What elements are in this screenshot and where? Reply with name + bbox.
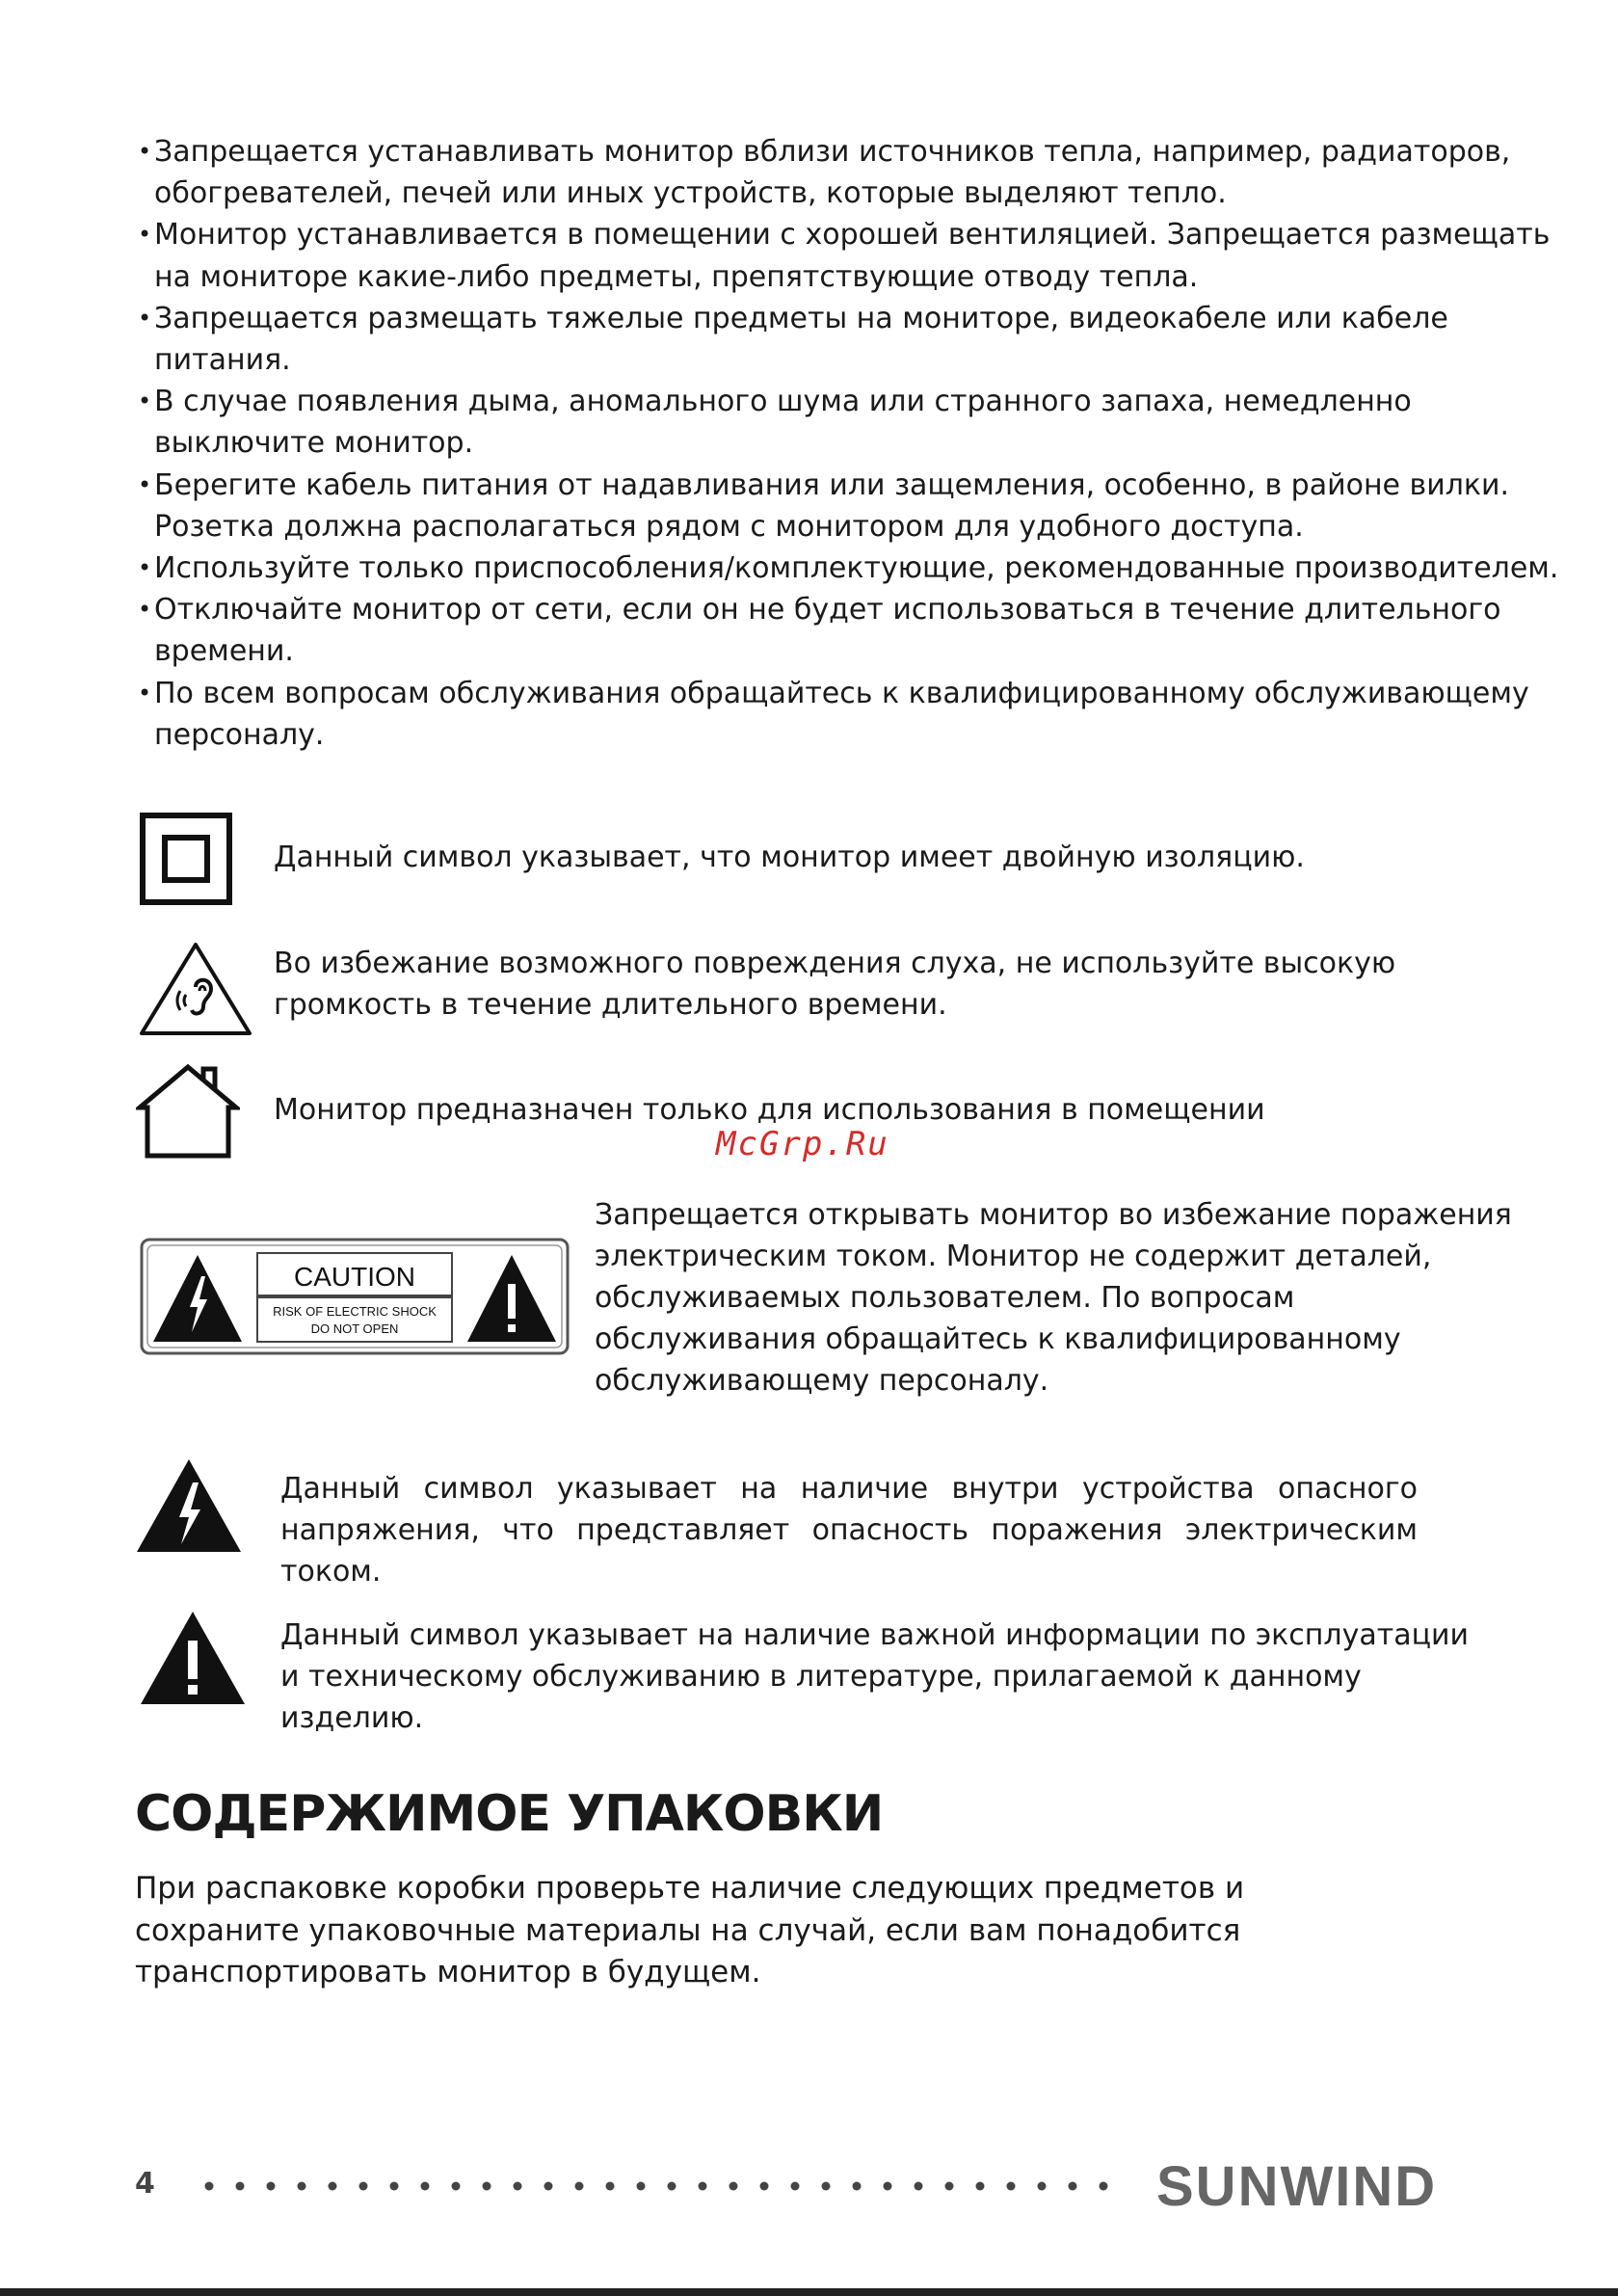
- warning-item: • Берегите кабель питания от надавливания или защемления, особенно, в районе вилки. Розетка должна располагаться рядом с монитором для удобного доступа.: [138, 465, 1564, 547]
- watermark: McGrp.Ru: [716, 1125, 889, 1163]
- caution-label-line-1: RISK OF ELECTRIC SHOCK: [273, 1304, 437, 1319]
- caution-label-image: [140, 1238, 570, 1355]
- warning-item: • Монитор устанавливается в помещении с хорошей вентиляцией. Запрещается размещать на мониторе какие-либо предметы, препятствующие отводу тепла.: [138, 214, 1564, 297]
- warning-item: • По всем вопросам обслуживания обращайтесь к квалифицированному обслуживающему персоналу.: [138, 673, 1564, 756]
- bottom-edge-line: [0, 2288, 1618, 2296]
- indoor-use-text: Монитор предназначен только для использования в помещении: [274, 1093, 1265, 1127]
- safety-warnings-list: [138, 131, 1564, 756]
- hearing-warning-text: Во избежание возможного повреждения слуха, не используйте высокую громкость в течение длительного времени.: [274, 947, 1396, 1022]
- voltage-warning-text: Данный символ указывает на наличие внутри устройства опасного напряжения, что представляет опасность поражения электрическим током.: [280, 1472, 1418, 1589]
- section-heading: СОДЕРЖИМОЕ УПАКОВКИ: [135, 1785, 884, 1843]
- warning-item: • Используйте только приспособления/комплектующие, рекомендованные производителем.: [138, 547, 1564, 589]
- warning-item: • Отключайте монитор от сети, если он не будет использоваться в течение длительного времени.: [138, 589, 1564, 672]
- page-number: 4: [135, 2167, 155, 2201]
- warning-item: • Запрещается устанавливать монитор вблизи источников тепла, например, радиаторов, обогревателей, печей или иных устройств, которые выделяют тепло.: [138, 131, 1564, 214]
- hearing-warning-icon: [138, 941, 253, 1037]
- footer-dots-divider: [204, 2181, 1120, 2191]
- caution-label-line-2: DO NOT OPEN: [310, 1322, 399, 1336]
- house-icon: [136, 1063, 240, 1160]
- warning-item: • Запрещается размещать тяжелые предметы на мониторе, видеокабеле или кабеле питания.: [138, 298, 1564, 381]
- important-info-text: Данный символ указывает на наличие важной информации по эксплуатации и техническому обслуживанию в литературе, прилагаемой к данному изделию.: [280, 1618, 1469, 1735]
- double-insulation-text: Данный символ указывает, что монитор имеет двойную изоляцию.: [274, 841, 1305, 874]
- voltage-warning-icon: [135, 1457, 243, 1554]
- caution-text: Запрещается открывать монитор во избежание поражения электрическим током. Монитор не содержит деталей, обслуживаемых пользователем. По вопросам обслуживания обращайтесь к квалифицированному обслуживающему персоналу.: [595, 1198, 1512, 1398]
- brand-logo: SUNWIND: [1156, 2155, 1438, 2218]
- section-paragraph: При распаковке коробки проверьте наличие следующих предметов и сохраните упаковочные материалы на случай, если вам понадобится транспортировать монитор в будущем.: [135, 1871, 1245, 1989]
- caution-label-title: CAUTION: [294, 1262, 415, 1292]
- important-info-icon: [139, 1610, 247, 1706]
- double-insulation-icon: [140, 813, 232, 905]
- warning-item: • В случае появления дыма, аномального шума или странного запаха, немедленно выключите монитор.: [138, 381, 1564, 464]
